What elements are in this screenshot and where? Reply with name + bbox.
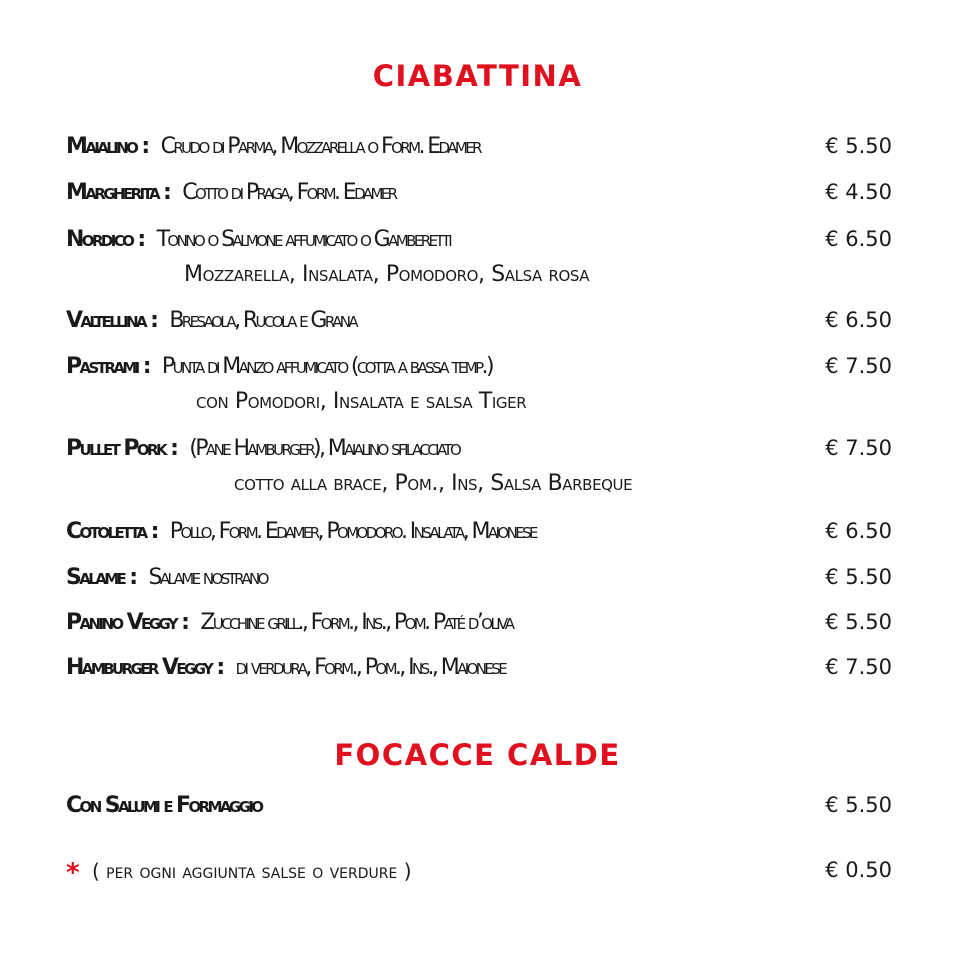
item-description-continued: cotto alla brace, Pom., Ins, Salsa Barbeque	[234, 471, 633, 496]
menu-item-salumi-formaggio	[66, 795, 892, 823]
item-price: € 4.50	[825, 180, 892, 204]
item-name: Panino Veggy :	[66, 610, 188, 635]
item-name: Nordico :	[66, 227, 144, 252]
menu-item-salame	[66, 567, 892, 595]
item-price: € 5.50	[825, 134, 892, 158]
menu-item-maialino	[66, 136, 892, 164]
section-title-focacce-calde: FOCACCE CALDE	[334, 738, 621, 772]
item-name: Hamburger Veggy :	[66, 655, 223, 680]
menu-item-pullet-pork	[66, 438, 892, 501]
item-name: Maialino :	[66, 134, 148, 159]
item-price: € 5.50	[825, 610, 892, 634]
item-description: (Pane Hamburger), Maialino sfilacciato	[189, 436, 460, 461]
item-description: Bresaola, Rucola e Grana	[169, 308, 357, 333]
item-description: Tonno o Salmone affumicato o Gamberetti	[156, 227, 451, 252]
item-description-continued: Mozzarella, Insalata, Pomodoro, Salsa rosa	[184, 262, 590, 287]
extras-note-text: ( per ogni aggiunta salse o verdure )	[91, 859, 412, 883]
menu-item-margherita	[66, 182, 892, 210]
item-description: Salame nostrano	[148, 565, 267, 590]
item-name: Pullet Pork :	[66, 436, 177, 461]
item-price: € 6.50	[825, 519, 892, 543]
item-price: € 7.50	[825, 436, 892, 460]
menu-item-nordico	[66, 229, 892, 292]
item-description: Crudo di Parma, Mozzarella o Form. Edamer	[160, 134, 480, 159]
item-price: € 7.50	[825, 354, 892, 378]
item-price: € 5.50	[825, 565, 892, 589]
menu-item-panino-veggy	[66, 612, 892, 640]
extras-note-price: € 0.50	[825, 858, 892, 882]
item-description: di verdura, Form., Pom., Ins., Maionese	[235, 655, 506, 680]
item-name: Margherita :	[66, 180, 170, 205]
item-name: Con Salumi e Formaggio	[66, 793, 262, 818]
item-description: Punta di Manzo affumicato (cotta a bassa temp.)	[161, 354, 492, 379]
item-description-continued: con Pomodori, Insalata e salsa Tiger	[196, 389, 527, 414]
item-price: € 5.50	[825, 793, 892, 817]
item-description: Zucchine grill., Form., Ins., Pom. Paté d’oliva	[200, 610, 513, 635]
item-name: Pastrami :	[66, 354, 149, 379]
item-price: € 6.50	[825, 308, 892, 332]
menu-item-valtellina	[66, 310, 892, 338]
item-price: € 6.50	[825, 227, 892, 251]
section-title-ciabattina: CIABATTINA	[372, 59, 583, 93]
item-price: € 7.50	[825, 655, 892, 679]
menu-item-hamburger-veggy	[66, 657, 892, 685]
item-description: Cotto di Praga, Form. Edamer	[182, 180, 396, 205]
item-name: Cotoletta :	[66, 519, 157, 544]
menu-item-pastrami	[66, 356, 892, 419]
asterisk-icon: *	[66, 858, 80, 888]
item-name: Valtellina :	[66, 308, 157, 333]
item-name: Salame :	[66, 565, 136, 590]
item-description: Pollo, Form. Edamer, Pomodoro. Insalata, Maionese	[169, 519, 536, 544]
menu-item-cotoletta	[66, 521, 892, 549]
extras-note	[66, 860, 892, 886]
